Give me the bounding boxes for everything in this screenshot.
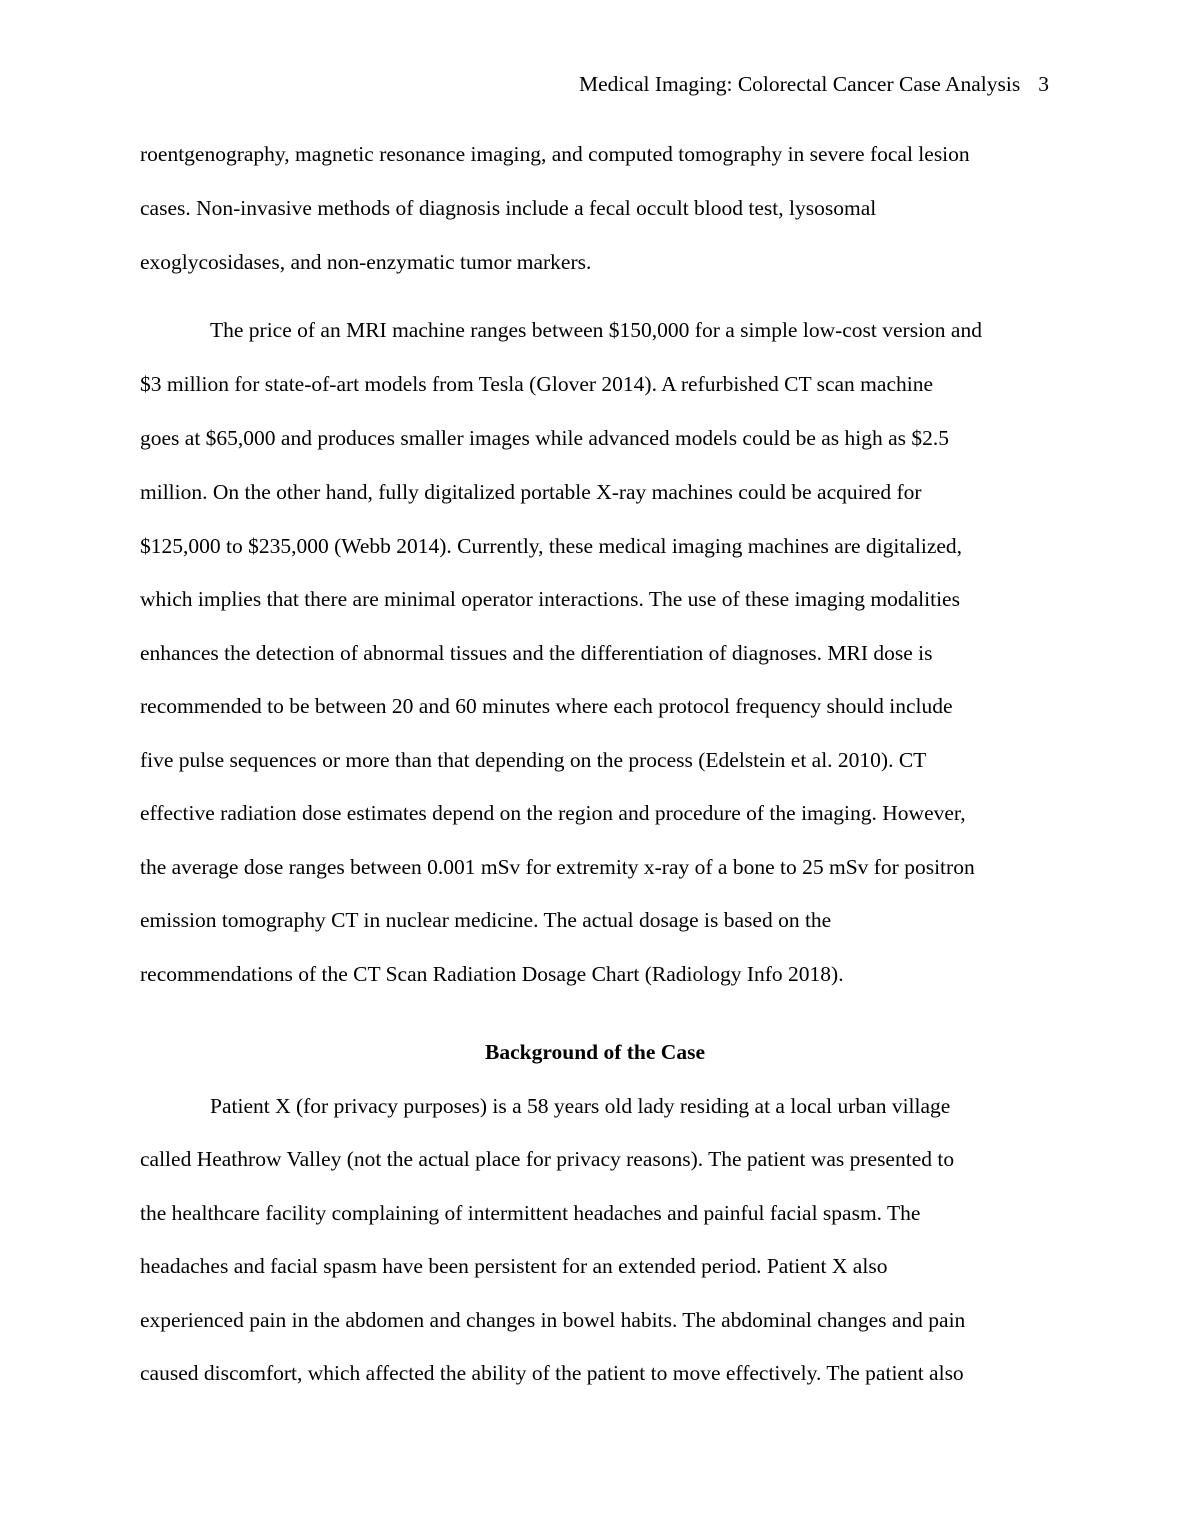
body-line: $3 million for state-of-art models from Tesla (Glover 2014). A refurbished CT scan machine xyxy=(140,372,934,396)
page-number: 3 xyxy=(1038,72,1049,96)
body-line: goes at $65,000 and produces smaller images while advanced models could be as high as $2.5 xyxy=(140,426,950,450)
body-line: Patient X (for privacy purposes) is a 58 years old lady residing at a local urban village xyxy=(210,1094,951,1118)
body-line: The price of an MRI machine ranges between $150,000 for a simple low-cost version and xyxy=(210,318,982,342)
body-line: million. On the other hand, fully digitalized portable X-ray machines could be acquired for xyxy=(140,480,922,504)
body-line: the healthcare facility complaining of intermittent headaches and painful facial spasm. The xyxy=(140,1201,921,1225)
body-line: roentgenography, magnetic resonance imaging, and computed tomography in severe focal lesion xyxy=(140,142,970,166)
body-line: emission tomography CT in nuclear medicine. The actual dosage is based on the xyxy=(140,908,832,932)
body-line: recommended to be between 20 and 60 minutes where each protocol frequency should include xyxy=(140,694,953,718)
body-line: recommendations of the CT Scan Radiation Dosage Chart (Radiology Info 2018). xyxy=(140,962,844,986)
body-line: which implies that there are minimal operator interactions. The use of these imaging modalities xyxy=(140,587,960,611)
body-line: effective radiation dose estimates depend on the region and procedure of the imaging. However, xyxy=(140,801,966,825)
running-head-title: Medical Imaging: Colorectal Cancer Case Analysis xyxy=(579,72,1021,96)
body-line: called Heathrow Valley (not the actual place for privacy reasons). The patient was presented to xyxy=(140,1147,955,1171)
body-line: cases. Non-invasive methods of diagnosis include a fecal occult blood test, lysosomal xyxy=(140,196,877,220)
body-line: the average dose ranges between 0.001 mSv for extremity x-ray of a bone to 25 mSv for positron xyxy=(140,855,975,879)
running-head xyxy=(579,70,1049,98)
body-line: five pulse sequences or more than that depending on the process (Edelstein et al. 2010). CT xyxy=(140,748,927,772)
body-line: enhances the detection of abnormal tissues and the differentiation of diagnoses. MRI dose is xyxy=(140,641,933,665)
section-heading: Background of the Case xyxy=(485,1040,705,1064)
body-line: $125,000 to $235,000 (Webb 2014). Currently, these medical imaging machines are digitalized, xyxy=(140,534,963,558)
body-line: experienced pain in the abdomen and changes in bowel habits. The abdominal changes and pain xyxy=(140,1308,966,1332)
body-line: caused discomfort, which affected the ability of the patient to move effectively. The patient also xyxy=(140,1361,964,1385)
body-line: exoglycosidases, and non-enzymatic tumor markers. xyxy=(140,250,592,274)
body-line: headaches and facial spasm have been persistent for an extended period. Patient X also xyxy=(140,1254,888,1278)
